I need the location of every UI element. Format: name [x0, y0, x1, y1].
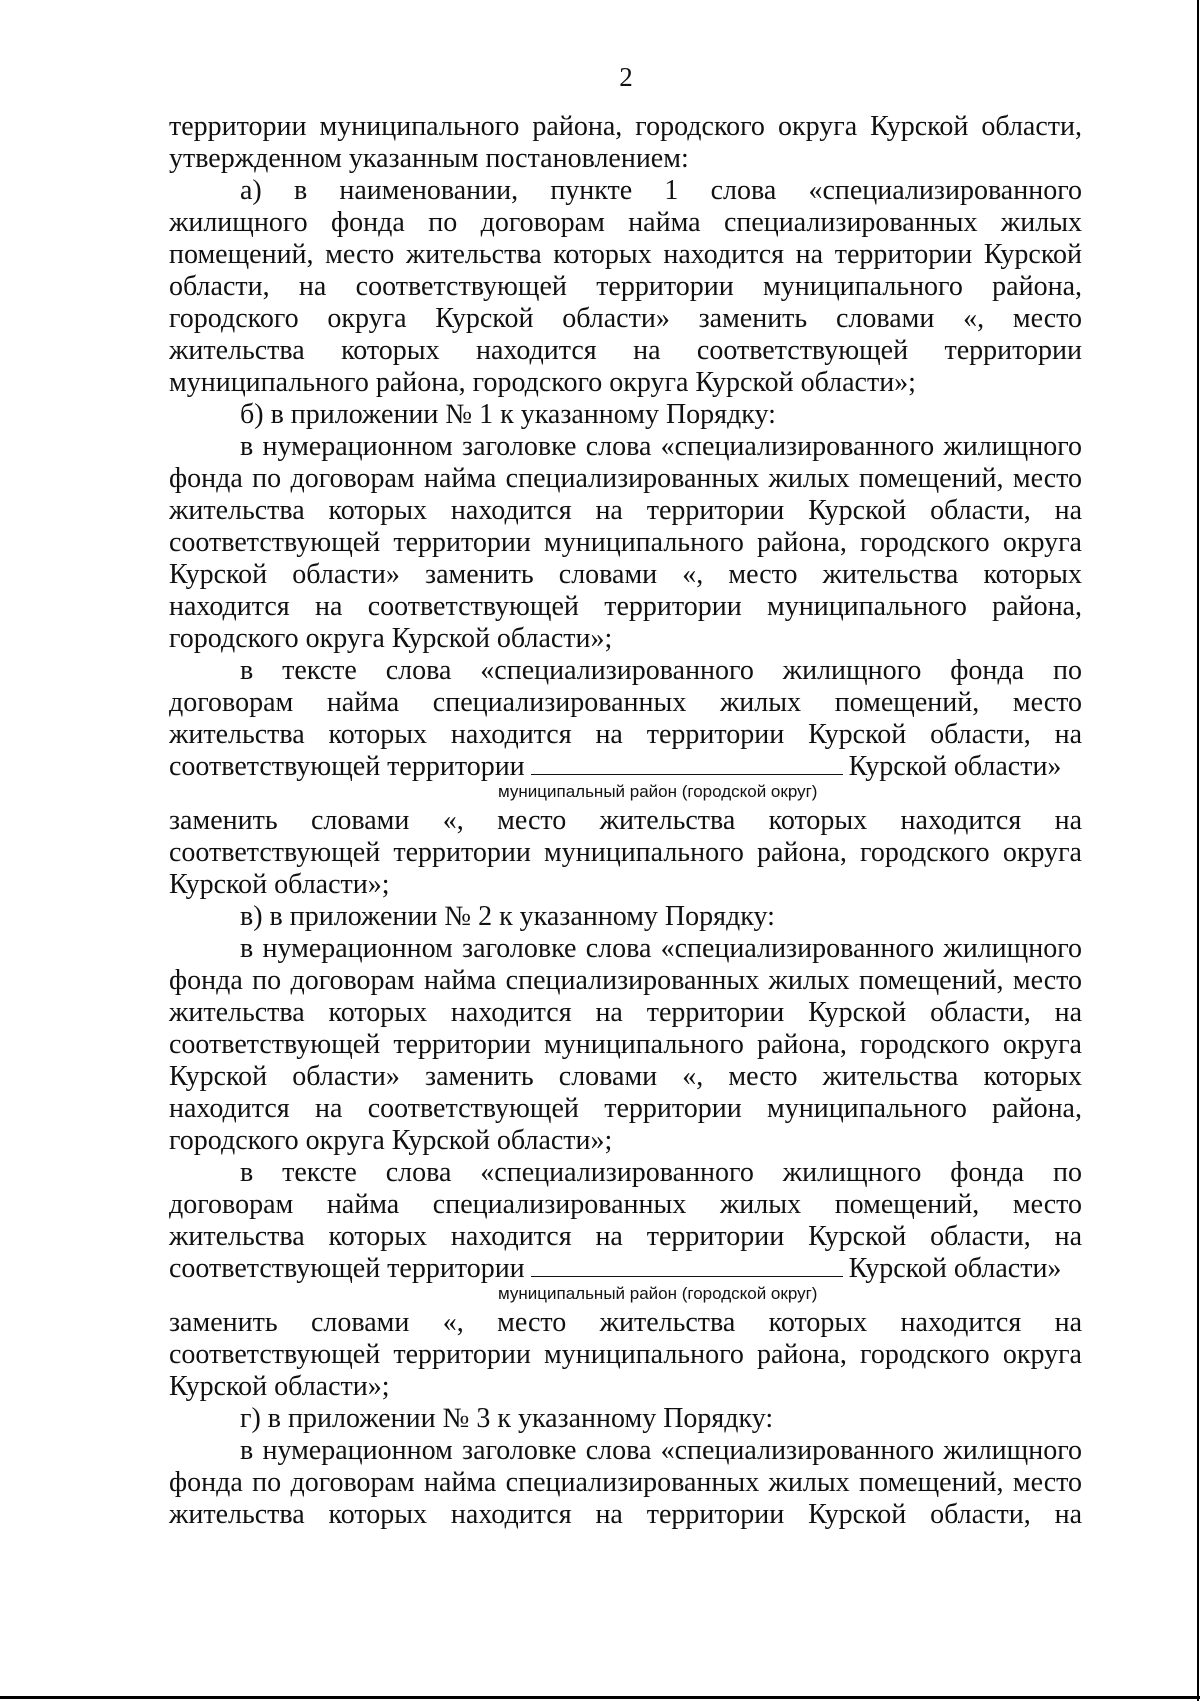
text-line-end: Курской области» — [848, 1253, 1062, 1284]
text-line: соответствующей территории муниципального района, городского округа — [169, 1029, 1082, 1060]
text-line: фонда по договорам найма специализированных жилых помещений, место — [169, 463, 1082, 494]
fill-in-blank — [531, 752, 843, 775]
page-number: 2 — [619, 62, 633, 92]
text-line: городского округа Курской области» заменить словами «, место — [169, 303, 1082, 334]
text-line: жительства которых находится на территории Курской области, на — [169, 719, 1082, 750]
blank-caption: муниципальный район (городской округ) — [498, 782, 818, 801]
text-line: находится на соответствующей территории муниципального района, — [169, 591, 1082, 622]
text-line-with-blank — [169, 751, 1082, 783]
document-body — [169, 111, 1082, 1531]
text-line: фонда по договорам найма специализированных жилых помещений, место — [169, 1467, 1082, 1498]
text-line: жилищного фонда по договорам найма специализированных жилых — [169, 207, 1082, 238]
text-line: городского округа Курской области»; — [169, 1125, 613, 1156]
text-line: жительства которых находится на территории Курской области, на — [169, 1499, 1082, 1530]
text-line: б) в приложении № 1 к указанному Порядку: — [240, 399, 776, 430]
text-line: заменить словами «, место жительства которых находится на — [169, 805, 1082, 836]
text-line: в нумерационном заголовке слова «специализированного жилищного — [240, 933, 1082, 964]
text-line: помещений, место жительства которых находится на территории Курской — [169, 239, 1082, 270]
text-line: а) в наименовании, пункте 1 слова «специализированного — [240, 175, 1082, 206]
text-line: жительства которых находится на территории Курской области, на — [169, 1221, 1082, 1252]
text-line: в нумерационном заголовке слова «специализированного жилищного — [240, 1435, 1082, 1466]
scan-edge-bottom — [0, 1696, 1200, 1699]
text-line: жительства которых находится на территории Курской области, на — [169, 997, 1082, 1028]
text-line: соответствующей территории муниципального района, городского округа — [169, 1339, 1082, 1370]
text-line: находится на соответствующей территории муниципального района, — [169, 1093, 1082, 1124]
text-line: договорам найма специализированных жилых помещений, место — [169, 1189, 1082, 1220]
text-line: области, на соответствующей территории муниципального района, — [169, 271, 1082, 302]
text-line: соответствующей территории муниципального района, городского округа — [169, 837, 1082, 868]
text-line: муниципального района, городского округа Курской области»; — [169, 367, 916, 398]
text-line: Курской области» заменить словами «, место жительства которых — [169, 1061, 1082, 1092]
text-line-end: Курской области» — [848, 751, 1062, 782]
text-line-start: соответствующей территории — [169, 1253, 525, 1284]
text-line: договорам найма специализированных жилых помещений, место — [169, 687, 1082, 718]
text-line: Курской области» заменить словами «, место жительства которых — [169, 559, 1082, 590]
text-line: в) в приложении № 2 к указанному Порядку: — [240, 901, 775, 932]
text-line-with-blank — [169, 1253, 1082, 1285]
text-line: территории муниципального района, городского округа Курской области, — [169, 111, 1082, 142]
text-line: жительства которых находится на территории Курской области, на — [169, 495, 1082, 526]
text-line-start: соответствующей территории — [169, 751, 525, 782]
blank-caption: муниципальный район (городской округ) — [498, 1284, 818, 1303]
text-line: в нумерационном заголовке слова «специализированного жилищного — [240, 431, 1082, 462]
text-line: соответствующей территории муниципального района, городского округа — [169, 527, 1082, 558]
text-line: жительства которых находится на соответствующей территории — [169, 335, 1082, 366]
text-line: фонда по договорам найма специализированных жилых помещений, место — [169, 965, 1082, 996]
text-line: в тексте слова «специализированного жилищного фонда по — [240, 655, 1082, 686]
text-line: в тексте слова «специализированного жилищного фонда по — [240, 1157, 1082, 1188]
text-line: заменить словами «, место жительства которых находится на — [169, 1307, 1082, 1338]
text-line: г) в приложении № 3 к указанному Порядку: — [240, 1403, 774, 1434]
text-line: городского округа Курской области»; — [169, 623, 613, 654]
text-line: Курской области»; — [169, 869, 390, 900]
text-line: утвержденном указанным постановлением: — [169, 143, 689, 174]
text-line: Курской области»; — [169, 1371, 390, 1402]
fill-in-blank — [531, 1254, 843, 1277]
scan-edge-right — [1197, 0, 1199, 1701]
